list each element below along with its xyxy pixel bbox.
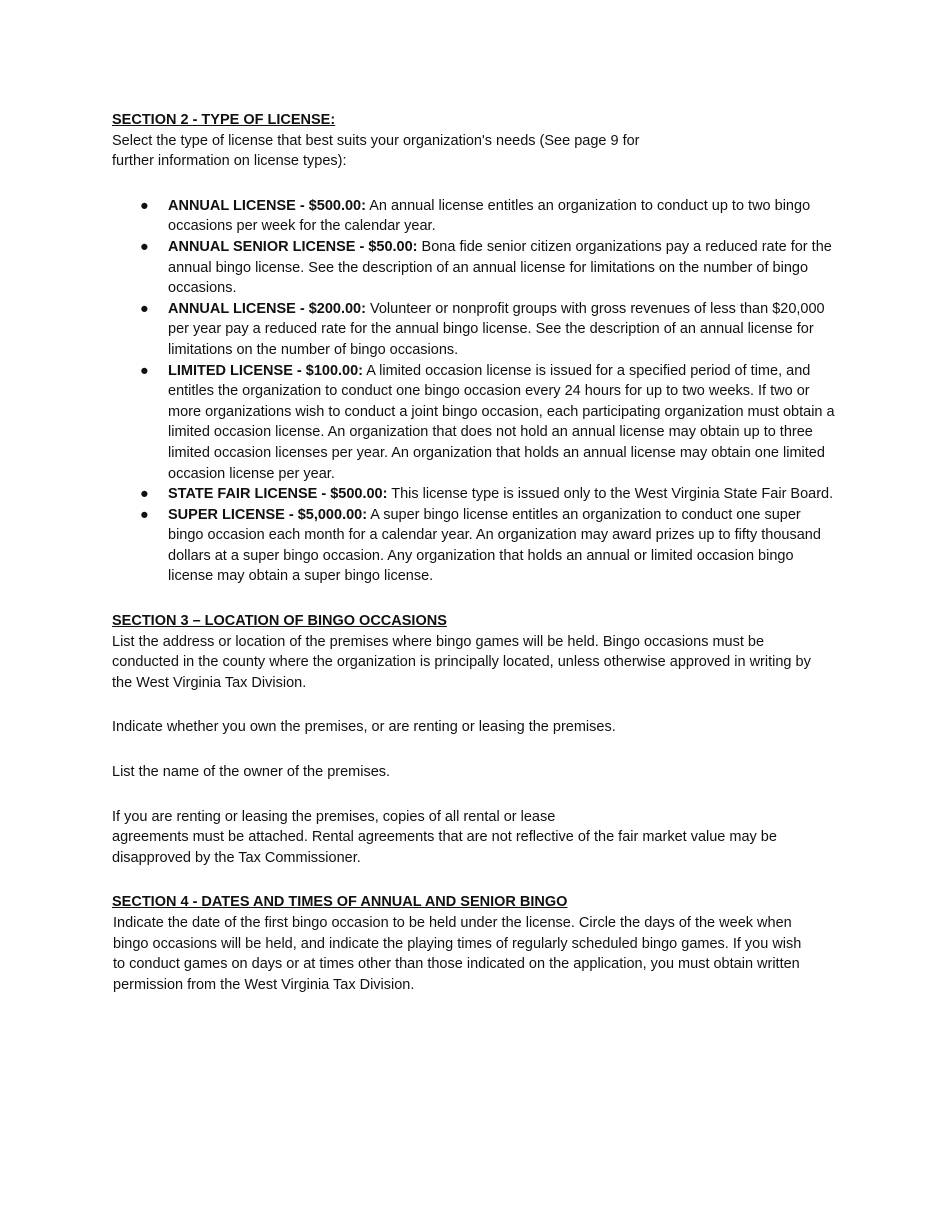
section-2-intro-line-1: Select the type of license that best suits your organization's needs (See page 9 for: [112, 132, 640, 149]
document-page: [112, 110, 837, 995]
list-item: [112, 196, 838, 237]
section-3-heading: SECTION 3 – LOCATION OF BINGO OCCASIONS: [112, 613, 447, 630]
section-2-intro: [112, 131, 692, 172]
license-type-list: [112, 196, 837, 587]
bullet-icon: ●: [140, 197, 149, 214]
license-description: A super bingo license entitles an organization to conduct one super bingo occasion each month for a calendar year. An organization may award prizes up to fifty thousand dollars at a super bingo occasion. Any organization that holds an annual or limited occasion bingo license may obtain a super bingo license.: [168, 506, 821, 585]
license-description: Volunteer or nonprofit groups with gross revenues of less than $20,000 per year pay a reduced rate for the annual bingo license. See the description of an annual license for limitations on the number of bingo occasions.: [168, 300, 825, 358]
license-description: An annual license entitles an organization to conduct up to two bingo occasions per week for the calendar year.: [168, 197, 811, 235]
bullet-icon: ●: [140, 300, 149, 317]
section-2-heading: SECTION 2 - TYPE OF LICENSE:: [112, 112, 336, 128]
section-2: [112, 110, 837, 587]
list-item: [112, 505, 838, 587]
bullet-icon: ●: [140, 238, 149, 255]
section-3-lease-line-1: If you are renting or leasing the premises, copies of all rental or lease: [112, 808, 556, 825]
list-item: [112, 299, 838, 361]
license-description: This license type is issued only to the West Virginia State Fair Board.: [391, 486, 834, 503]
section-3-lease-line-2: agreements must be attached. Rental agreements that are not reflective of the fair market value may be disapproved by the Tax Commissioner.: [112, 829, 777, 866]
list-item: [112, 361, 838, 485]
list-item: [112, 484, 838, 505]
list-item: [112, 237, 838, 299]
section-3-paragraph-owner-name: List the name of the owner of the premises.: [112, 764, 391, 781]
license-description: Bona fide senior citizen organizations pay a reduced rate for the annual bingo license. See the description of an annual license for limitations on the number of bingo occasions.: [168, 238, 832, 297]
license-title: ANNUAL SENIOR LICENSE - $50.00:: [168, 238, 418, 255]
license-title: ANNUAL LICENSE - $500.00:: [168, 197, 366, 214]
section-2-intro-line-2: further information on license types):: [112, 153, 347, 170]
license-title: LIMITED LICENSE - $100.00:: [168, 362, 363, 379]
section-3: [112, 611, 837, 868]
bullet-icon: ●: [140, 486, 149, 503]
license-description: A limited occasion license is issued for a specified period of time, and entitles the organization to conduct one bingo occasion every 24 hours for up to two weeks. If two or more organizations wish to conduct a joint bingo occasion, each participating organization must obtain a limited occasion license. An organization that does not hold an annual license may obtain up to three limited occasion licenses per year. An organization that holds an annual license may obtain one limited occasion license per year.: [168, 362, 835, 482]
section-3-paragraph-ownership: Indicate whether you own the premises, or are renting or leasing the premises.: [112, 719, 616, 736]
section-4-paragraph: Indicate the date of the first bingo occasion to be held under the license. Circle the days of the week when bingo occasions will be held, and indicate the playing times of regularly scheduled bingo games. If you wish to conduct games on days or at times other than those indicated on the application, you must obtain written permission from the West Virginia Tax Division.: [113, 915, 802, 993]
section-4-heading: SECTION 4 - DATES AND TIMES OF ANNUAL AND SENIOR BINGO: [112, 894, 568, 911]
bullet-icon: ●: [140, 362, 149, 379]
section-3-paragraph-location: List the address or location of the premises where bingo games will be held. Bingo occasions must be conducted in the county where the organization is principally located, unless otherwise approved in writing by the West Virginia Tax Division.: [112, 633, 811, 691]
license-title: STATE FAIR LICENSE - $500.00:: [168, 486, 388, 503]
license-title: ANNUAL LICENSE - $200.00:: [168, 300, 366, 317]
section-3-paragraph-lease: [112, 807, 817, 869]
section-4: [112, 892, 837, 995]
license-title: SUPER LICENSE - $5,000.00:: [168, 506, 368, 523]
bullet-icon: ●: [140, 506, 149, 523]
